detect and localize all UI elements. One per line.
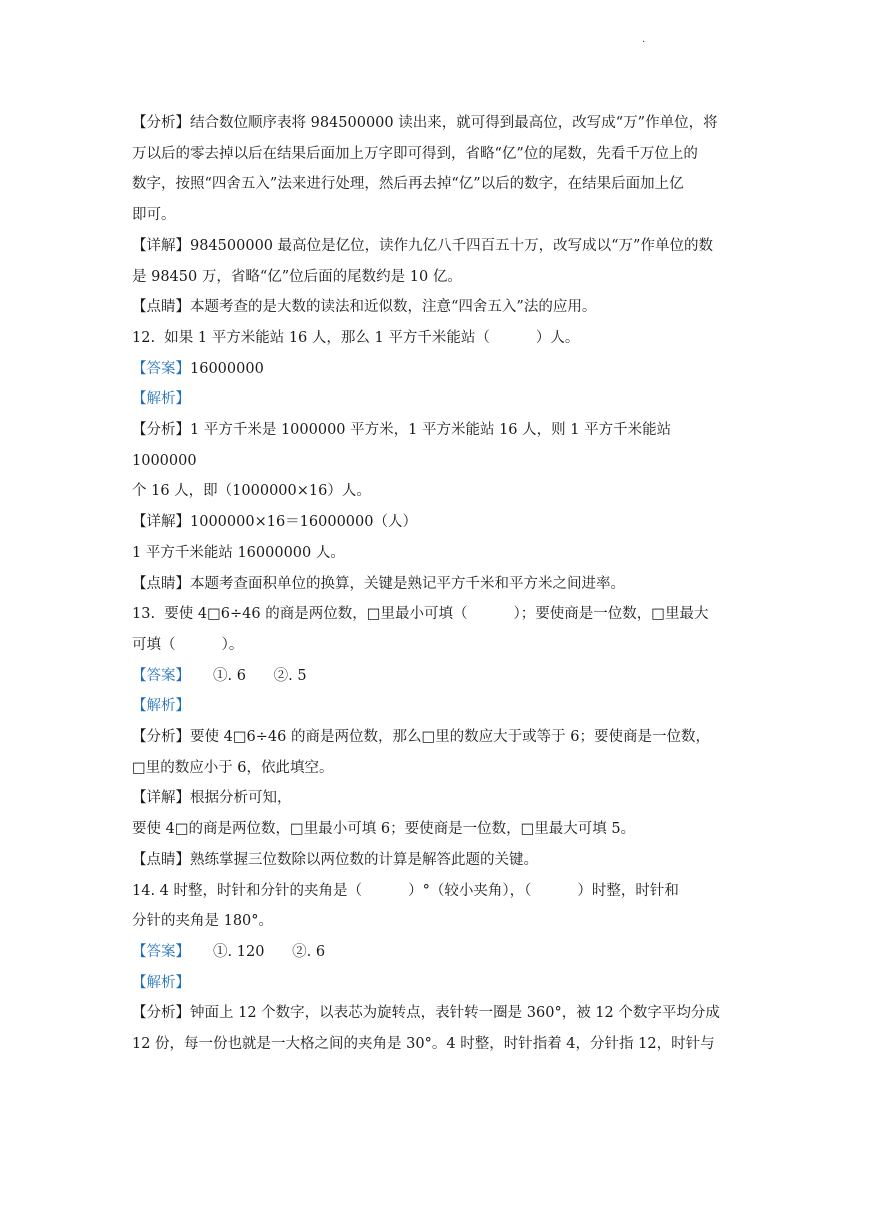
text-line: 【分析】结合数位顺序表将 984500000 读出来，就可得到最高位，改写成“万”作单位，将 — [132, 115, 718, 131]
text-line: 即可。 — [132, 207, 176, 224]
text-line — [132, 661, 740, 692]
text-line: 【详解】984500000 最高位是亿位，读作九亿八千四百五十万，改写成以“万”作单位的数 — [132, 237, 713, 254]
text-line: 【点睛】本题考查的是大数的读法和近似数，注意“四舍五入”法的应用。 — [132, 299, 597, 316]
text-line: 【分析】1 平方千米是 1000000 平方米，1 平方米能站 16 人，则 1 平方千米能站 1000000 — [132, 422, 676, 469]
answer-label: 【答案】 — [132, 943, 190, 960]
answer-label: 【答案】 — [132, 360, 190, 377]
answer-label: 【答案】 — [132, 667, 190, 684]
text-line: 12 份，每一份也就是一大格之间的夹角是 30°。4 时整，时针指着 4，分针指 12，时针与 — [132, 1036, 715, 1053]
header-mark: . — [642, 34, 646, 45]
text-line: 是 98450 万，省略“亿”位后面的尾数约是 10 亿。 — [132, 268, 462, 285]
text-line: 【详解】1000000×16＝16000000（人） — [132, 514, 417, 531]
text-line: 【详解】根据分析可知， — [132, 790, 292, 807]
text-line: 【点睛】本题考查面积单位的换算，关键是熟记平方千米和平方米之间进率。 — [132, 575, 625, 592]
text-line: 14. 4 时整，时针和分针的夹角是（ ）°（较小夹角），（ ）时整，时针和 — [132, 882, 679, 899]
document-body — [132, 108, 740, 1060]
text-line: 【分析】要使 4□6÷46 的商是两位数，那么□里的数应大于或等于 6；要使商是一位数， — [132, 729, 711, 746]
text-line: 个 16 人，即（1000000×16）人。 — [132, 483, 371, 500]
text-line: 可填（ ）。 — [132, 636, 244, 653]
text-line — [132, 937, 740, 968]
text-line: 1 平方千米能站 16000000 人。 — [132, 544, 345, 561]
text-line: 12. 如果 1 平方米能站 16 人，那么 1 平方千米能站（ ）人。 — [132, 329, 580, 346]
text-line — [132, 354, 740, 385]
answer-value: 16000000 — [190, 360, 264, 377]
text-line: 【解析】 — [132, 698, 190, 715]
text-line: 分针的夹角是 180°。 — [132, 913, 274, 930]
text-line: 【解析】 — [132, 974, 190, 991]
text-line: 万以后的零去掉以后在结果后面加上万字即可得到，省略“亿”位的尾数，先看千万位上的 — [132, 145, 698, 162]
text-line: 13. 要使 4□6÷46 的商是两位数，□里最小可填（ ）；要使商是一位数，□里最大 — [132, 606, 709, 623]
text-line: □里的数应小于 6，依此填空。 — [132, 759, 334, 776]
text-line: 要使 4□的商是两位数，□里最小可填 6；要使商是一位数，□里最大可填 5。 — [132, 821, 636, 838]
text-line: 【解析】 — [132, 391, 190, 408]
text-line: 【点睛】熟练掌握三位数除以两位数的计算是解答此题的关键。 — [132, 851, 538, 868]
answer-value: ①. 6 ②. 5 — [190, 667, 307, 684]
answer-value: ①. 120 ②. 6 — [190, 943, 326, 960]
text-line: 数字，按照“四舍五入”法来进行处理，然后再去掉“亿”以后的数字，在结果后面加上亿 — [132, 176, 684, 193]
text-line: 【分析】钟面上 12 个数字，以表芯为旋转点，表针转一圈是 360°，被 12 个数字平均分成 — [132, 1005, 720, 1022]
